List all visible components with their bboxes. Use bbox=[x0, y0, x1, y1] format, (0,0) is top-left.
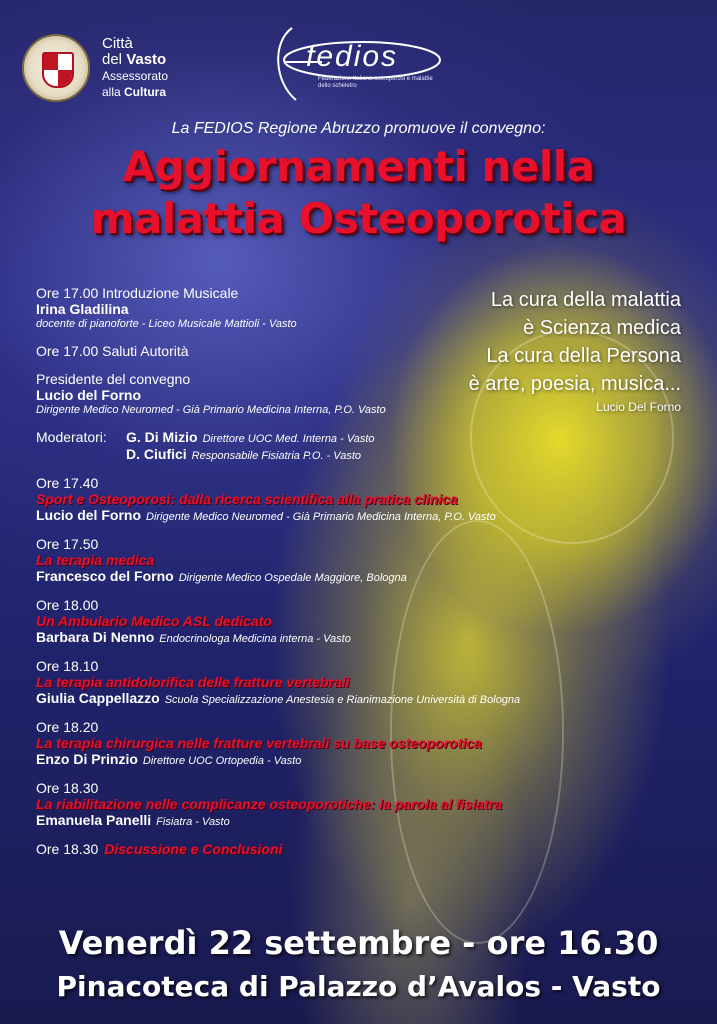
event-date: Venerdì 22 settembre - ore 16.30 bbox=[58, 924, 659, 962]
talk-speaker bbox=[36, 629, 676, 646]
talk-item bbox=[36, 780, 676, 829]
talk-time: Ore 18.00 bbox=[36, 597, 99, 613]
talk-item bbox=[36, 536, 676, 585]
closing-item bbox=[36, 841, 676, 857]
city-header bbox=[22, 34, 168, 102]
fedios-subtitle: Federazione Italiana osteoporosi e malattie dello scheletro bbox=[318, 76, 433, 89]
talk-item bbox=[36, 597, 676, 646]
city-line1: Città bbox=[102, 35, 133, 52]
program-president bbox=[36, 371, 676, 417]
city-line2-bold: Vasto bbox=[126, 51, 167, 68]
talk-time: Ore 18.10 bbox=[36, 658, 99, 674]
title-line2: malattia Osteoporotica bbox=[90, 194, 627, 243]
president-role: Dirigente Medico Neuromed - Già Primario Medicina Interna, P.O. Vasto bbox=[36, 404, 386, 416]
speaker-role: Scuola Specializzazione Anestesia e Rianimazione Università di Bologna bbox=[164, 694, 521, 706]
intro-name: Irina Gladilina bbox=[36, 301, 129, 317]
city-line2 bbox=[102, 52, 168, 68]
quote-line: La cura della malattia bbox=[490, 289, 681, 311]
talk-speaker bbox=[36, 751, 676, 768]
city-text bbox=[102, 36, 168, 100]
quote-line: La cura della Persona bbox=[486, 345, 681, 367]
talk-time: Ore 18.30 bbox=[36, 780, 99, 796]
speaker-role: Endocrinologa Medicina interna - Vasto bbox=[159, 633, 351, 645]
talk-speaker bbox=[36, 507, 676, 524]
quote-line: è Scienza medica bbox=[523, 317, 681, 339]
closing-line bbox=[36, 841, 676, 857]
fedios-logo bbox=[262, 22, 444, 102]
speaker-name: Lucio del Forno bbox=[36, 507, 141, 523]
city-line4 bbox=[102, 84, 168, 100]
talk-topic: La riabilitazione nelle complicanze osteoporotiche: la parola al fisiatra bbox=[36, 796, 503, 812]
closing-topic: Discussione e Conclusioni bbox=[104, 841, 283, 857]
intro-role: docente di pianoforte - Liceo Musicale Mattioli - Vasto bbox=[36, 318, 297, 330]
speaker-name: Enzo Di Prinzio bbox=[36, 751, 138, 767]
speaker-name: Emanuela Panelli bbox=[36, 812, 152, 828]
moderators-label: Moderatori: bbox=[36, 429, 107, 445]
speaker-role: Fisiatra - Vasto bbox=[156, 816, 230, 828]
talk-topic: La terapia medica bbox=[36, 552, 155, 568]
moderator-name: D. Ciufici bbox=[126, 446, 187, 462]
saluti-time: Ore 17.00 Saluti Autorità bbox=[36, 343, 189, 359]
program bbox=[36, 285, 676, 869]
talk-speaker bbox=[36, 568, 676, 585]
moderator-role: Responsabile Fisiatria P.O. - Vasto bbox=[191, 450, 362, 462]
speaker-name: Giulia Cappellazzo bbox=[36, 690, 160, 706]
intro-time: Ore 17.00 Introduzione Musicale bbox=[36, 285, 239, 301]
speaker-role: Dirigente Medico Ospedale Maggiore, Bologna bbox=[178, 572, 407, 584]
city-line2-prefix: del bbox=[102, 51, 127, 68]
city-line4-prefix: alla bbox=[102, 85, 125, 99]
talk-item bbox=[36, 475, 676, 524]
quote-line: è arte, poesia, musica... bbox=[468, 373, 681, 395]
talk-speaker bbox=[36, 690, 676, 707]
city-line4-bold: Cultura bbox=[124, 85, 167, 99]
talk-speaker bbox=[36, 812, 676, 829]
speaker-role: Dirigente Medico Neuromed - Già Primario Medicina Interna, P.O. Vasto bbox=[146, 511, 496, 523]
promo-line: La FEDIOS Regione Abruzzo promuove il convegno: bbox=[171, 120, 546, 137]
program-moderators bbox=[36, 429, 676, 463]
quote-author: Lucio Del Forno bbox=[596, 400, 681, 414]
speaker-name: Barbara Di Nenno bbox=[36, 629, 155, 645]
program-intro bbox=[36, 285, 676, 331]
talk-topic: La terapia chirurgica nelle fratture vertebrali su base osteoporotica bbox=[36, 735, 482, 751]
speaker-role: Direttore UOC Ortopedia - Vasto bbox=[142, 755, 302, 767]
talk-topic: Un Ambulario Medico ASL dedicato bbox=[36, 613, 272, 629]
city-crest-logo bbox=[22, 34, 90, 102]
city-line3: Assessorato bbox=[102, 69, 169, 83]
talk-item bbox=[36, 719, 676, 768]
talk-item bbox=[36, 658, 676, 707]
president-label: Presidente del convegno bbox=[36, 371, 191, 387]
program-saluti bbox=[36, 343, 676, 359]
talk-topic: La terapia antidolorifica delle fratture vertebrali bbox=[36, 674, 350, 690]
moderator-name: G. Di Mizio bbox=[126, 429, 198, 445]
fedios-name: fedios bbox=[306, 40, 399, 73]
crest-shield-icon bbox=[42, 52, 74, 88]
talk-time: Ore 17.50 bbox=[36, 536, 99, 552]
moderator-row bbox=[36, 446, 676, 463]
talk-time: Ore 18.20 bbox=[36, 719, 99, 735]
talk-time: Ore 17.40 bbox=[36, 475, 99, 491]
moderator-row bbox=[36, 429, 676, 446]
moderator-role: Direttore UOC Med. Interna - Vasto bbox=[202, 433, 375, 445]
closing-time: Ore 18.30 bbox=[36, 841, 99, 857]
title-line1: Aggiornamenti nella bbox=[122, 142, 595, 191]
event-venue: Pinacoteca di Palazzo d’Avalos - Vasto bbox=[56, 970, 661, 1003]
talk-topic: Sport e Osteoporosi: dalla ricerca scientifica alla pratica clinica bbox=[36, 491, 458, 507]
speaker-name: Francesco del Forno bbox=[36, 568, 174, 584]
president-name: Lucio del Forno bbox=[36, 387, 141, 403]
